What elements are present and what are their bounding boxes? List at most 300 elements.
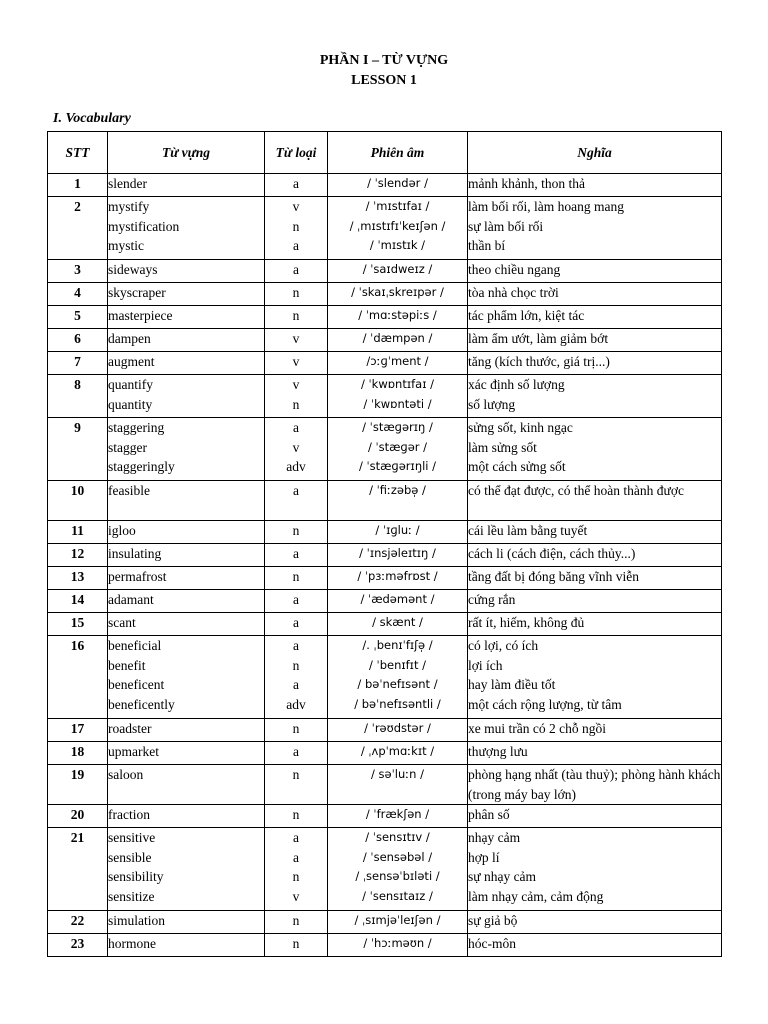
meaning-text: tòa nhà chọc trời <box>468 285 559 300</box>
word-cell <box>108 567 265 590</box>
meaning-text: tăng (kích thước, giá trị...) <box>468 354 610 369</box>
ipa-cell <box>328 375 468 418</box>
meaning-cell <box>468 719 722 742</box>
part-of-speech: v <box>292 354 300 369</box>
ipa-cell <box>328 329 468 352</box>
row-number-text: 3 <box>74 262 81 277</box>
ipa-cell <box>328 352 468 375</box>
pos-cell <box>265 306 328 329</box>
row-number-text: 13 <box>70 569 85 584</box>
vocab-word: insulating <box>108 546 162 561</box>
vocab-word: roadster <box>108 721 152 736</box>
pos-cell <box>265 590 328 613</box>
pos-cell <box>265 805 328 828</box>
table-row <box>48 521 722 544</box>
part-of-speech: a <box>293 176 299 191</box>
part-of-speech: n <box>292 218 300 234</box>
pronunciation: / ˈsensɪtɪv / <box>365 830 430 845</box>
pronunciation: / ˈpɜːməfrɒst / <box>357 569 438 583</box>
pronunciation: / ˈhɔːməʊn / <box>363 936 432 951</box>
part-of-speech: n <box>292 807 300 823</box>
word-cell <box>108 418 265 481</box>
pronunciation: / skænt / <box>372 615 423 629</box>
part-of-speech: n <box>292 523 300 538</box>
meaning-cell <box>468 375 722 418</box>
ipa-cell <box>328 521 468 544</box>
meaning-cell <box>468 742 722 765</box>
part-of-speech: a <box>293 615 299 630</box>
table-row <box>48 352 722 375</box>
pos-cell <box>265 544 328 567</box>
row-number <box>48 613 108 636</box>
meaning-cell <box>468 283 722 306</box>
table-row <box>48 934 722 957</box>
ipa-cell <box>328 719 468 742</box>
pronunciation: / ˈmɪstɪk / <box>369 238 426 253</box>
row-number-text: 5 <box>74 308 81 323</box>
vocab-word: beneficent <box>108 677 165 693</box>
meaning-text: cái lều làm bằng tuyết <box>468 523 588 538</box>
ipa-cell <box>328 742 468 765</box>
part-of-speech: a <box>293 638 299 653</box>
pronunciation: / ˈskaɪˌskreɪpər / <box>351 285 444 299</box>
row-number-text: 15 <box>70 615 85 630</box>
row-number <box>48 544 108 567</box>
pos-cell <box>265 197 328 260</box>
row-number-text: 10 <box>70 483 85 498</box>
pronunciation: / ˈmɪstɪfaɪ / <box>365 199 430 213</box>
row-number <box>48 590 108 613</box>
word-cell <box>108 197 265 260</box>
part-of-speech: adv <box>286 696 306 712</box>
table-row <box>48 805 722 828</box>
ipa-cell <box>328 306 468 329</box>
table-row <box>48 590 722 613</box>
row-number-text: 14 <box>70 592 85 607</box>
table-row <box>48 174 722 197</box>
meaning-cell <box>468 418 722 481</box>
part-of-speech: n <box>292 285 300 300</box>
part-of-speech: v <box>292 377 300 392</box>
row-number <box>48 260 108 283</box>
pos-cell <box>265 283 328 306</box>
pronunciation: / ˈsensɪtaɪz / <box>362 888 433 903</box>
row-number <box>48 828 108 911</box>
vocab-word: permafrost <box>108 569 167 584</box>
word-cell <box>108 481 265 521</box>
table-row <box>48 719 722 742</box>
row-number-text: 22 <box>70 913 85 929</box>
meaning-text: có lợi, có ích <box>468 638 539 653</box>
row-number-text: 11 <box>71 523 84 538</box>
row-number <box>48 934 108 957</box>
meaning-text: mảnh khảnh, thon thả <box>468 176 585 191</box>
vocab-word: saloon <box>108 767 144 782</box>
row-number <box>48 283 108 306</box>
meaning-cell <box>468 590 722 613</box>
meaning-cell <box>468 805 722 828</box>
part-of-speech: a <box>293 262 299 277</box>
pronunciation: / ˈdæmpən / <box>362 331 433 345</box>
part-of-speech: n <box>292 913 300 929</box>
vocab-word: simulation <box>108 913 165 929</box>
ipa-cell <box>328 418 468 481</box>
row-number-text: 20 <box>70 807 85 823</box>
meaning-text: hợp lí <box>468 849 500 865</box>
row-number <box>48 567 108 590</box>
part-of-speech: n <box>292 936 300 952</box>
vocab-word: augment <box>108 354 155 369</box>
row-number <box>48 197 108 260</box>
word-cell <box>108 613 265 636</box>
lesson-title: LESSON 1 <box>351 73 417 88</box>
part-of-speech: n <box>292 869 300 885</box>
meaning-text: hóc-môn <box>468 936 516 952</box>
part-of-speech: n <box>292 396 300 412</box>
meaning-cell <box>468 260 722 283</box>
meaning-text: tác phẩm lớn, kiệt tác <box>468 308 585 323</box>
vocab-word: fraction <box>108 807 150 823</box>
meaning-text: làm nhạy cảm, cảm động <box>468 888 604 904</box>
row-number <box>48 306 108 329</box>
meaning-text: rất ít, hiếm, không đủ <box>468 615 585 630</box>
ipa-cell <box>328 805 468 828</box>
vocab-word: igloo <box>108 523 136 538</box>
meaning-cell <box>468 329 722 352</box>
ipa-cell <box>328 765 468 805</box>
pos-cell <box>265 174 328 197</box>
meaning-text: sửng sốt, kinh ngạc <box>468 420 573 435</box>
table-row <box>48 828 722 911</box>
part-of-speech: v <box>292 331 300 346</box>
part-of-speech: a <box>293 830 299 846</box>
ipa-cell <box>328 590 468 613</box>
pos-cell <box>265 352 328 375</box>
part-of-speech: v <box>292 439 300 455</box>
word-cell <box>108 283 265 306</box>
pronunciation: / ˌʌpˈmɑːkɪt / <box>360 744 435 758</box>
meaning-text: cứng rắn <box>468 592 516 607</box>
table-row <box>48 283 722 306</box>
part-of-speech: v <box>292 888 300 904</box>
table-row <box>48 742 722 765</box>
section-heading: I. Vocabulary <box>53 111 131 126</box>
header-ipa: Phiên âm <box>328 132 468 174</box>
word-cell <box>108 544 265 567</box>
word-cell <box>108 828 265 911</box>
pronunciation: /ɔːɡˈment / <box>366 354 429 368</box>
pos-cell <box>265 481 328 521</box>
pronunciation: / ˌsɪmjəˈleɪʃən / <box>354 913 441 928</box>
meaning-text: tầng đất bị đóng băng vĩnh viễn <box>468 569 639 584</box>
word-cell <box>108 765 265 805</box>
pos-cell <box>265 934 328 957</box>
word-cell <box>108 911 265 934</box>
word-cell <box>108 306 265 329</box>
pronunciation: / ˈɪɡluː / <box>375 523 420 537</box>
pronunciation: / bəˈnefɪsənt / <box>357 677 438 692</box>
vocab-word: sensitive <box>108 830 156 846</box>
row-number-text: 18 <box>70 744 85 759</box>
word-cell <box>108 805 265 828</box>
part-of-speech: n <box>292 657 300 673</box>
table-row <box>48 636 722 719</box>
row-number-text: 6 <box>74 331 81 346</box>
meaning-cell <box>468 911 722 934</box>
part-of-speech: a <box>293 546 299 561</box>
vocab-word: mystic <box>108 238 144 254</box>
row-number <box>48 375 108 418</box>
meaning-text: phân số <box>468 807 510 823</box>
pronunciation: / ˈsensəbəl / <box>362 849 433 864</box>
pronunciation: / ˌmɪstɪfɪˈkeɪʃən / <box>349 218 446 233</box>
meaning-cell <box>468 765 722 805</box>
meaning-text: có thể đạt được, có thể hoàn thành được <box>468 483 684 498</box>
vocab-word: slender <box>108 176 147 191</box>
part-of-speech: a <box>293 677 299 693</box>
meaning-text: làm bối rối, làm hoang mang <box>468 199 624 214</box>
meaning-text: số lượng <box>468 396 516 412</box>
meaning-text: một cách rộng lượng, từ tâm <box>468 696 622 712</box>
table-row <box>48 329 722 352</box>
meaning-text: hay làm điều tốt <box>468 677 556 693</box>
table-row <box>48 765 722 805</box>
pronunciation: / ˈmɑːstəpiːs / <box>358 308 437 322</box>
pronunciation: / ˈɪnsjəleɪtɪŋ / <box>359 546 436 560</box>
table-row <box>48 306 722 329</box>
pronunciation: / ˈslendər / <box>367 176 428 190</box>
row-number-text: 23 <box>70 936 85 952</box>
table-row <box>48 197 722 260</box>
vocab-word: benefit <box>108 657 146 673</box>
pronunciation: / ˈsaɪdweɪz / <box>362 262 433 276</box>
table-body <box>48 174 722 957</box>
pronunciation: / ˈstæɡər / <box>367 439 428 454</box>
meaning-text: thượng lưu <box>468 744 528 759</box>
pronunciation: / ˈrəʊdstər / <box>364 721 431 735</box>
vocab-word: sensibility <box>108 869 164 885</box>
part-of-speech: a <box>293 238 299 254</box>
row-number <box>48 742 108 765</box>
row-number-text: 1 <box>74 176 81 191</box>
pronunciation: / ˈfrækʃən / <box>365 807 430 822</box>
row-number <box>48 329 108 352</box>
meaning-text: sự nhạy cảm <box>468 869 537 885</box>
ipa-cell <box>328 828 468 911</box>
table-header-row <box>48 132 722 174</box>
meaning-cell <box>468 197 722 260</box>
header-pos: Từ loại <box>265 132 328 174</box>
header-stt: STT <box>48 132 108 174</box>
vocab-word: scant <box>108 615 136 630</box>
meaning-text: cách li (cách điện, cách thủy...) <box>468 546 636 561</box>
pos-cell <box>265 375 328 418</box>
word-cell <box>108 352 265 375</box>
meaning-cell <box>468 352 722 375</box>
meaning-text: xe mui trần có 2 chỗ ngồi <box>468 721 606 736</box>
row-number <box>48 719 108 742</box>
word-cell <box>108 521 265 544</box>
ipa-cell <box>328 197 468 260</box>
row-number-text: 21 <box>70 830 85 846</box>
pronunciation: / ˈædəmənt / <box>360 592 435 606</box>
row-number <box>48 481 108 521</box>
part-of-speech: a <box>293 592 299 607</box>
pronunciation: /. ˌbenɪˈfɪʃə̩ / <box>362 638 433 652</box>
table-row <box>48 613 722 636</box>
vocab-word: sideways <box>108 262 158 277</box>
meaning-cell <box>468 481 722 521</box>
pronunciation: / ˈfiːzəbə̩ / <box>369 483 426 497</box>
vocab-word: staggering <box>108 420 165 435</box>
row-number-text: 17 <box>70 721 85 736</box>
vocab-word: masterpiece <box>108 308 173 323</box>
vocab-word: upmarket <box>108 744 159 759</box>
pronunciation: / ˈkwɒntəti / <box>363 396 432 411</box>
pos-cell <box>265 636 328 719</box>
row-number <box>48 174 108 197</box>
part-of-speech: n <box>292 569 300 584</box>
part-of-speech: n <box>292 721 300 736</box>
meaning-text: nhạy cảm <box>468 830 521 846</box>
part-of-speech: a <box>293 483 299 498</box>
part-of-speech: v <box>292 199 300 214</box>
ipa-cell <box>328 544 468 567</box>
meaning-text: theo chiều ngang <box>468 262 561 277</box>
row-number-text: 7 <box>74 354 81 369</box>
ipa-cell <box>328 567 468 590</box>
word-cell <box>108 329 265 352</box>
pos-cell <box>265 828 328 911</box>
pos-cell <box>265 911 328 934</box>
meaning-cell <box>468 521 722 544</box>
meaning-text: làm sửng sốt <box>468 439 537 455</box>
word-cell <box>108 719 265 742</box>
row-number-text: 19 <box>70 767 85 782</box>
vocab-word: stagger <box>108 439 147 455</box>
word-cell <box>108 174 265 197</box>
meaning-text: sự làm bối rối <box>468 218 544 234</box>
pos-cell <box>265 719 328 742</box>
part-of-speech: a <box>293 849 299 865</box>
meaning-text: thần bí <box>468 238 506 254</box>
part-of-speech: a <box>293 420 299 435</box>
row-number-text: 16 <box>70 638 85 653</box>
pos-cell <box>265 742 328 765</box>
table-row <box>48 911 722 934</box>
row-number <box>48 352 108 375</box>
row-number-text: 12 <box>70 546 85 561</box>
row-number-text: 8 <box>74 377 81 392</box>
row-number <box>48 418 108 481</box>
vocab-word: feasible <box>108 483 150 498</box>
table-row <box>48 375 722 418</box>
meaning-cell <box>468 636 722 719</box>
pos-cell <box>265 613 328 636</box>
header-word: Từ vựng <box>108 132 265 174</box>
word-cell <box>108 375 265 418</box>
word-cell <box>108 934 265 957</box>
meaning-text: phòng hạng nhất (tàu thuỷ); phòng hành khách (trong máy bay lớn) <box>468 767 721 802</box>
row-number-text: 9 <box>74 420 81 435</box>
pronunciation: / ˈstæɡərɪŋ / <box>362 420 433 434</box>
pos-cell <box>265 329 328 352</box>
row-number <box>48 911 108 934</box>
pos-cell <box>265 260 328 283</box>
vocab-word: mystification <box>108 218 180 234</box>
vocab-word: quantity <box>108 396 153 412</box>
meaning-text: làm ẩm ướt, làm giảm bớt <box>468 331 609 346</box>
part-of-speech: a <box>293 744 299 759</box>
vocab-word: beneficial <box>108 638 162 653</box>
pronunciation: / səˈluːn / <box>371 767 424 781</box>
vocab-word: sensible <box>108 849 152 865</box>
vocab-word: skyscraper <box>108 285 166 300</box>
ipa-cell <box>328 174 468 197</box>
meaning-cell <box>468 567 722 590</box>
pos-cell <box>265 521 328 544</box>
meaning-text: sự giả bộ <box>468 913 518 929</box>
part-of-speech: adv <box>286 459 306 475</box>
pronunciation: / ˈbenɪfɪt / <box>369 657 426 672</box>
header-meaning: Nghĩa <box>468 132 722 174</box>
ipa-cell <box>328 260 468 283</box>
vocab-word: hormone <box>108 936 156 952</box>
pronunciation: / ˈstæɡərɪŋli / <box>358 459 437 474</box>
part-of-speech: n <box>292 767 300 782</box>
ipa-cell <box>328 481 468 521</box>
ipa-cell <box>328 636 468 719</box>
row-number <box>48 521 108 544</box>
pos-cell <box>265 567 328 590</box>
word-cell <box>108 742 265 765</box>
vocab-word: dampen <box>108 331 151 346</box>
pronunciation: / bəˈnefɪsəntli / <box>354 696 441 711</box>
part-of-speech: n <box>292 308 300 323</box>
word-cell <box>108 590 265 613</box>
pronunciation: / ˌsensəˈbɪləti / <box>355 869 440 884</box>
meaning-cell <box>468 934 722 957</box>
row-number <box>48 765 108 805</box>
row-number-text: 2 <box>74 199 81 214</box>
table-row <box>48 544 722 567</box>
page-title: PHẦN I – TỪ VỰNG <box>319 53 449 68</box>
table-row <box>48 567 722 590</box>
vocab-word: sensitize <box>108 888 155 904</box>
vocab-word: staggeringly <box>108 459 175 475</box>
meaning-cell <box>468 174 722 197</box>
ipa-cell <box>328 934 468 957</box>
word-cell <box>108 260 265 283</box>
word-cell <box>108 636 265 719</box>
meaning-text: một cách sửng sốt <box>468 459 566 475</box>
meaning-cell <box>468 306 722 329</box>
vocab-word: adamant <box>108 592 154 607</box>
pos-cell <box>265 418 328 481</box>
meaning-cell <box>468 544 722 567</box>
table-row <box>48 260 722 283</box>
ipa-cell <box>328 911 468 934</box>
pronunciation: / ˈkwɒntɪfaɪ / <box>360 377 435 391</box>
ipa-cell <box>328 613 468 636</box>
vocab-word: mystify <box>108 199 150 214</box>
meaning-text: xác định số lượng <box>468 377 565 392</box>
table-row <box>48 418 722 481</box>
meaning-cell <box>468 828 722 911</box>
pos-cell <box>265 765 328 805</box>
vocab-word: quantify <box>108 377 153 392</box>
vocabulary-table <box>47 131 722 957</box>
